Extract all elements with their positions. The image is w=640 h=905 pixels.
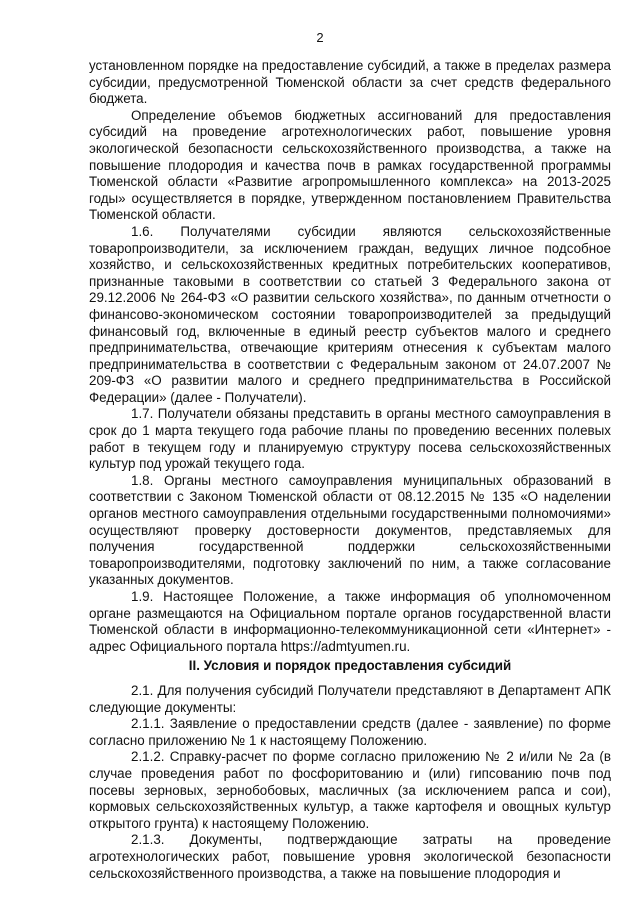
paragraph: 2.1. Для получения субсидий Получатели представляют в Департамент АПК следующие документы: [89,682,611,715]
section-heading: II. Условия и порядок предоставления субсидий [188,658,512,674]
document-body [89,58,611,882]
paragraph: установленном порядке на предоставление субсидий, а также в пределах размера субсидии, предусмотренной Тюменской области за счет средств федерального бюджета. [89,58,611,107]
paragraph: 2.1.1. Заявление о предоставлении средств (далее - заявление) по форме согласно приложению № 1 к настоящему Положению. [89,716,611,748]
paragraph: 1.6. Получателями субсидии являются сельскохозяйственные товаропроизводители, за исключением граждан, ведущих личное подсобное хозяйство, и сельскохозяйственных кредитных потребительских кооперативов, признанные таковыми в соответствии со статьей 3 Федерального закона от 29.12.2006 № 264-ФЗ «О развитии сельского хозяйства», по данным отчетности о финансово-экономическом состоянии товаропроизводителей за предыдущий финансовый год, включенные в единый реестр субъектов малого и среднего предпринимательства, отвечающие критериям отнесения к субъектам малого предпринимательства в соответствии с Федеральным законом от 24.07.2007 № 209-ФЗ «О развитии малого и среднего предпринимательства в Российской Федерации» (далее - Получатели). [89,223,611,405]
page-number: 2 [316,30,324,45]
paragraph: 2.1.2. Справку-расчет по форме согласно приложению № 2 и/или № 2а (в случае проведения работ по фосфоритованию и (или) гипсованию почв под посевы зерновых, зернобобовых, масличных (за исключением рапса и сои), кормовых сельскохозяйственных культур, а также картофеля и овощных культур открытого грунта) к настоящему Положению. [89,749,611,831]
paragraph: 2.1.3. Документы, подтверждающие затраты на проведение агротехнологических работ, повышение уровня экологической безопасности сельскохозяйственного производства, а также на повышение плодородия и [89,832,611,881]
paragraph: 1.7. Получатели обязаны представить в органы местного самоуправления в срок до 1 марта текущего года рабочие планы по проведению весенних полевых работ в текущем году и планируемую структуру посева сельскохозяйственных культур под урожай текущего года. [89,406,611,472]
paragraph: Определение объемов бюджетных ассигнований для предоставления субсидий на проведение агротехнологических работ, повышение уровня экологической безопасности сельскохозяйственного производства, а также на повышение плодородия и качества почв в рамках государственной программы Тюменской области «Развитие агропромышленного комплекса» на 2013-2025 годы» осуществляется в порядке, утвержденном постановлением Правительства Тюменской области. [89,107,611,223]
paragraph: 1.8. Органы местного самоуправления муниципальных образований в соответствии с Законом Тюменской области от 08.12.2015 № 135 «О наделении органов местного самоуправления отдельными государственными полномочиями» осуществляют проверку достоверности документов, представляемых для получения государственной поддержки сельскохозяйственными товаропроизводителями, подготовку заключений по ним, а также согласование указанных документов. [89,472,611,588]
paragraph: 1.9. Настоящее Положение, а также информация об уполномоченном органе размещаются на Официальном портале органов государственной власти Тюменской области в информационно-телекоммуникационной сети «Интернет» - адрес Официального портала https://admtyumen.ru. [89,589,611,654]
